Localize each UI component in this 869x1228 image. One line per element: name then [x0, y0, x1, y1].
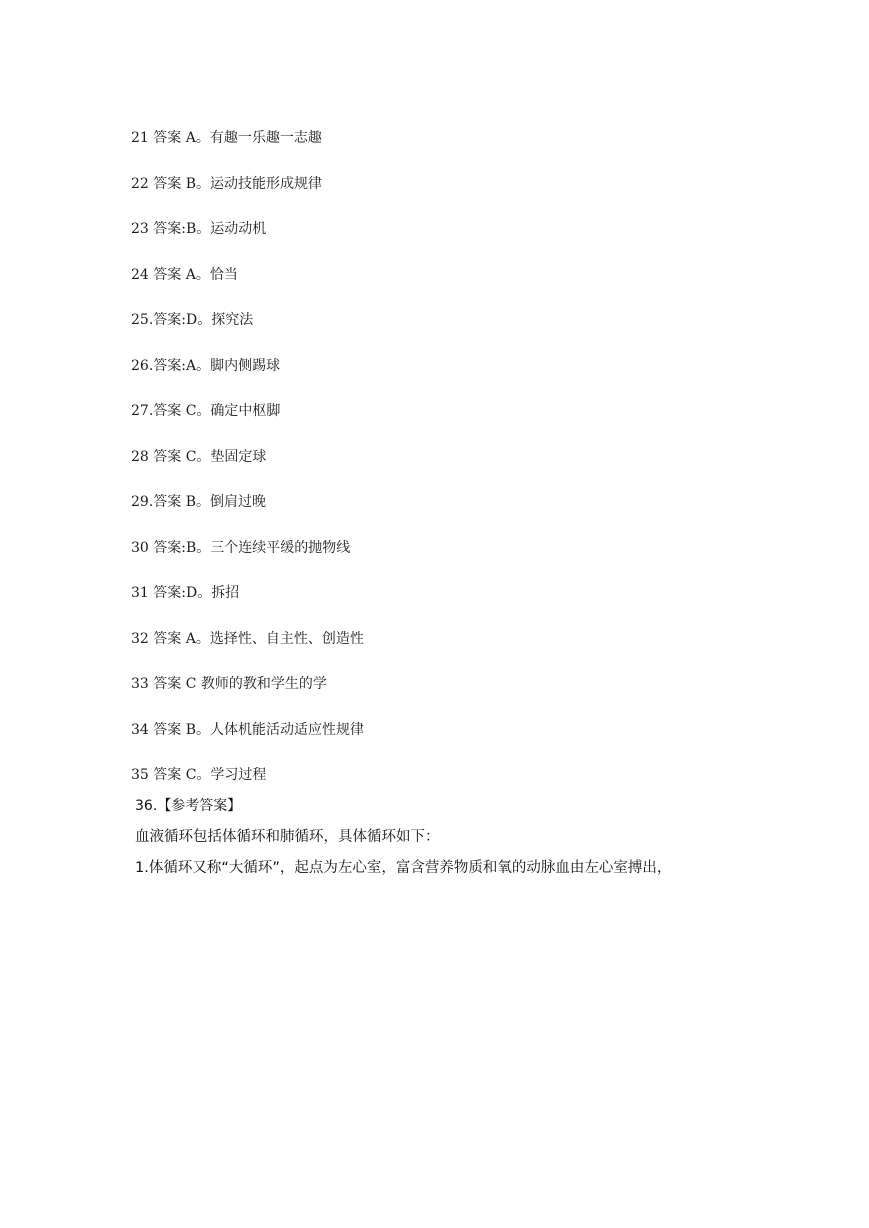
answer-item-21: 21 答案 A。有趣一乐趣一志趣: [131, 130, 322, 146]
answer-item-29: 29.答案 B。倒肩过晚: [131, 494, 267, 510]
answer-item-30: 30 答案:B。三个连续平缓的抛物线: [131, 539, 351, 556]
answer-item-28: 28 答案 C。垫固定球: [131, 448, 267, 465]
answer-item-25: 25.答案:D。探究法: [131, 312, 254, 328]
question-36-point-1: 1.体循环又称“大循环”，起点为左心室，富含营养物质和氧的动脉血由左心室搏出，: [135, 860, 672, 876]
answer-item-23: 23 答案:B。运动动机: [131, 221, 267, 237]
answer-item-22: 22 答案 B。运动技能形成规律: [131, 175, 323, 192]
answer-item-26: 26.答案:A。脚内侧踢球: [131, 357, 281, 374]
question-36-answer: [135, 795, 755, 888]
question-36-heading: 36.【参考答案】: [135, 798, 242, 814]
answer-item-27: 27.答案 C。确定中枢脚: [131, 403, 281, 419]
answer-list: [131, 126, 364, 809]
answer-item-32: 32 答案 A。选择性、自主性、创造性: [131, 630, 364, 647]
answer-item-24: 24 答案 A。恰当: [131, 266, 238, 283]
answer-item-33: 33 答案 C 教师的教和学生的学: [131, 676, 327, 692]
answer-item-35: 35 答案 C。学习过程: [131, 767, 267, 783]
answer-item-31: 31 答案:D。拆招: [131, 585, 240, 601]
question-36-intro: 血液循环包括体循环和肺循环，具体循环如下：: [135, 829, 440, 845]
answer-item-34: 34 答案 B。人体机能活动适应性规律: [131, 721, 365, 738]
